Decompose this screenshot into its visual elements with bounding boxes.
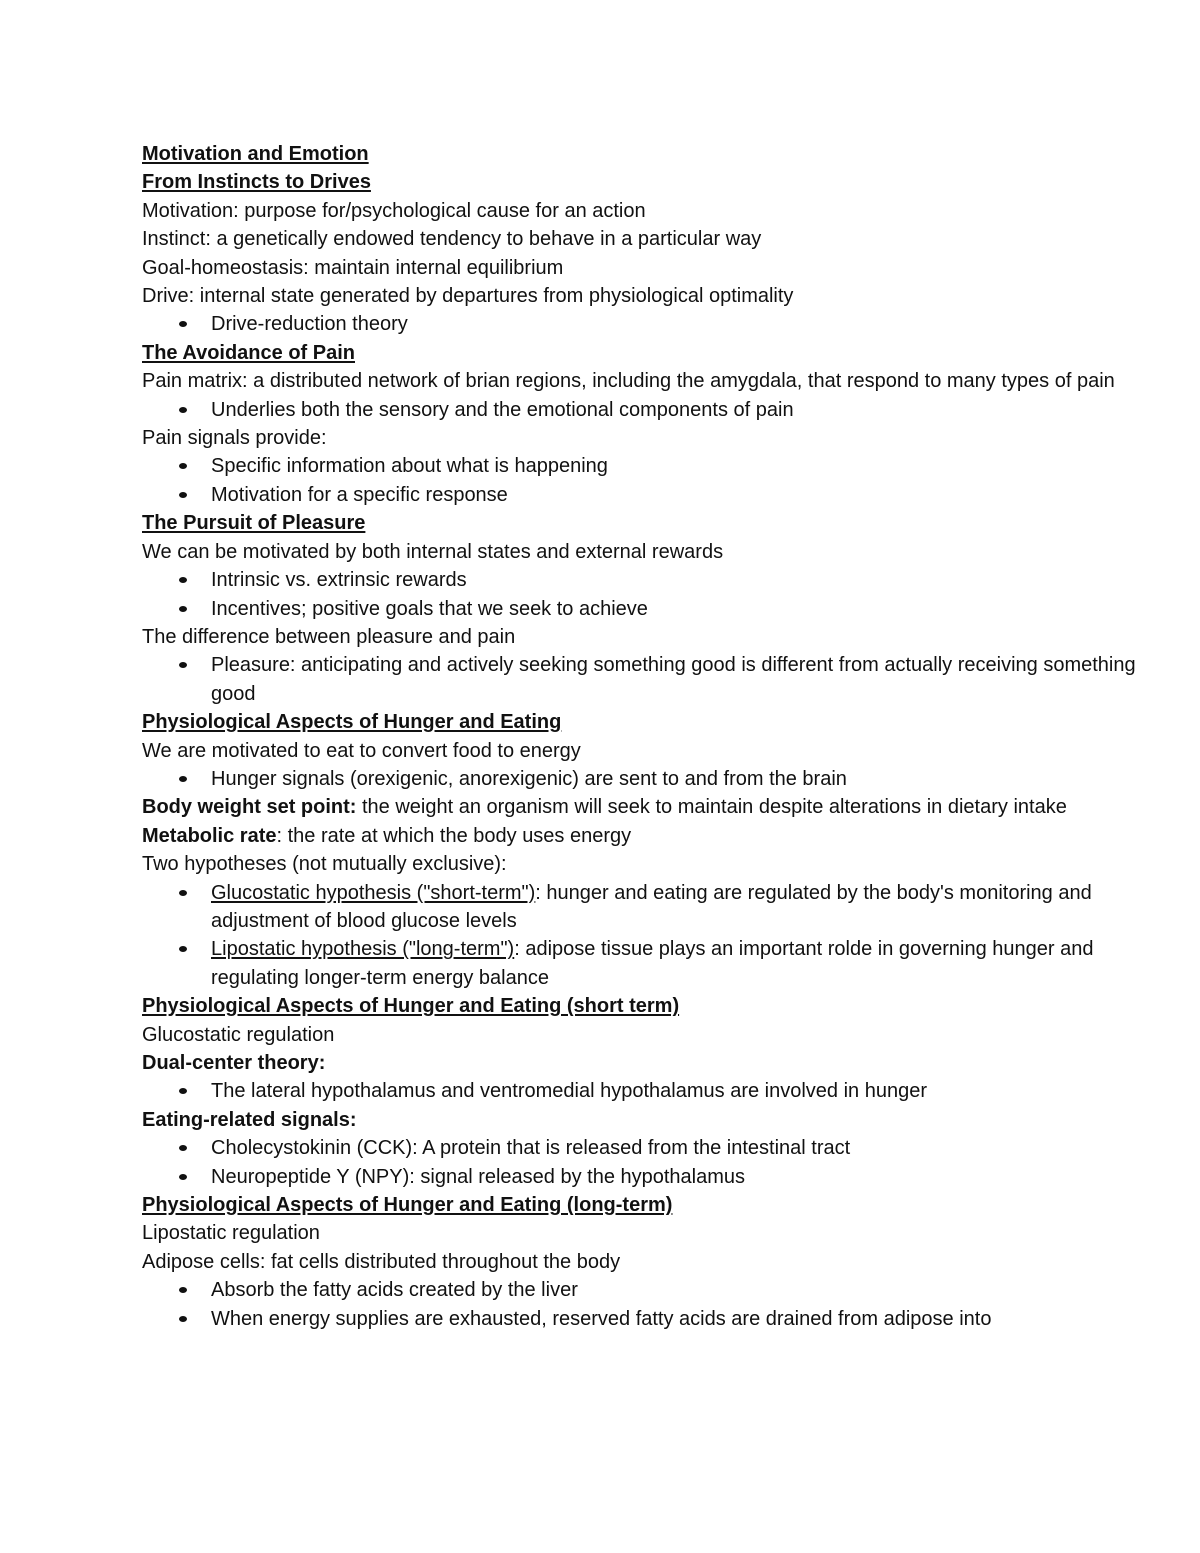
bullet-icon — [179, 1287, 187, 1293]
term-metabolic-rate: Metabolic rate — [142, 824, 277, 847]
list-item — [142, 765, 1142, 793]
bullet-icon — [179, 1316, 187, 1322]
paragraph-motivated-eat: We are motivated to eat to convert food to energy — [142, 739, 581, 762]
list-item — [142, 879, 1142, 936]
bullet-icon — [179, 492, 187, 498]
list-item — [142, 1276, 1142, 1304]
bullet-icon — [179, 662, 187, 668]
label-dual-center-theory: Dual-center theory: — [142, 1052, 326, 1074]
list-item-text: Drive-reduction theory — [211, 313, 408, 336]
list-item — [142, 651, 1142, 708]
section-heading-short-term: Physiological Aspects of Hunger and Eating (short term) — [142, 995, 680, 1018]
label-eating-signals: Eating-related signals: — [142, 1108, 357, 1131]
list-item — [142, 566, 1142, 594]
paragraph-set-point — [142, 793, 1142, 821]
list-item-text: When energy supplies are exhausted, reserved fatty acids are drained from adipose into — [211, 1307, 992, 1330]
list-item — [142, 1077, 1142, 1105]
paragraph-drive: Drive: internal state generated by departures from physiological optimality — [142, 285, 794, 308]
list-item — [142, 935, 1142, 992]
term-lipostatic: Lipostatic hypothesis ("long-term") — [211, 938, 515, 961]
list-item — [142, 1134, 1142, 1162]
list-item-text: Absorb the fatty acids created by the liver — [211, 1279, 578, 1302]
section-heading-instincts-drives: From Instincts to Drives — [142, 171, 371, 194]
section-heading-hunger-eating: Physiological Aspects of Hunger and Eating — [142, 711, 562, 734]
list-item-text: Incentives; positive goals that we seek to achieve — [211, 597, 648, 620]
paragraph-pain-matrix: Pain matrix: a distributed network of brian regions, including the amygdala, that respond to many types of pain — [142, 370, 1115, 393]
section-heading-avoidance-pain: The Avoidance of Pain — [142, 341, 355, 364]
definition-set-point: the weight an organism will seek to maintain despite alterations in dietary intake — [356, 796, 1067, 819]
bullet-icon — [179, 1088, 187, 1094]
paragraph-motivation: Motivation: purpose for/psychological cause for an action — [142, 199, 646, 222]
list-item-text: The lateral hypothalamus and ventromedial hypothalamus are involved in hunger — [211, 1080, 927, 1103]
list-item — [142, 1163, 1142, 1191]
bullet-icon — [179, 776, 187, 782]
bullet-icon — [179, 407, 187, 413]
bullet-icon — [179, 946, 187, 952]
paragraph-instinct: Instinct: a genetically endowed tendency to behave in a particular way — [142, 228, 762, 251]
document-page — [142, 140, 1142, 1333]
list-item — [142, 452, 1142, 480]
list-item — [142, 310, 1142, 338]
list-item — [142, 481, 1142, 509]
bullet-icon — [179, 463, 187, 469]
list-item — [142, 1305, 1142, 1333]
paragraph-difference: The difference between pleasure and pain — [142, 625, 516, 648]
list-item-text: Motivation for a specific response — [211, 483, 508, 506]
section-heading-pursuit-pleasure: The Pursuit of Pleasure — [142, 512, 366, 535]
list-item-text: Pleasure: anticipating and actively seeking something good is different from actually receiving something good — [211, 654, 1136, 705]
term-set-point: Body weight set point: — [142, 796, 357, 819]
list-item-text: Neuropeptide Y (NPY): signal released by the hypothalamus — [211, 1165, 746, 1188]
bullet-icon — [179, 1145, 187, 1151]
bullet-icon — [179, 1174, 187, 1180]
list-item — [142, 595, 1142, 623]
list-item-text: Cholecystokinin (CCK): A protein that is released from the intestinal tract — [211, 1137, 851, 1160]
definition-lipostatic: : adipose tissue plays an important rolde in governing hunger and regulating longer-term energy balance — [211, 938, 1094, 989]
list-item-text: Intrinsic vs. extrinsic rewards — [211, 569, 467, 592]
bullet-icon — [179, 606, 187, 612]
list-item-text — [211, 882, 1092, 932]
paragraph-goal-homeostasis: Goal-homeostasis: maintain internal equilibrium — [142, 256, 564, 279]
paragraph-motivated-by: We can be motivated by both internal states and external rewards — [142, 540, 724, 563]
list-item — [142, 396, 1142, 424]
term-glucostatic: Glucostatic hypothesis ("short-term") — [211, 881, 536, 904]
paragraph-lipostatic-regulation: Lipostatic regulation — [142, 1222, 320, 1245]
paragraph-pain-signals: Pain signals provide: — [142, 427, 327, 450]
bullet-icon — [179, 890, 187, 896]
list-item-text — [211, 938, 1093, 988]
bullet-icon — [179, 321, 187, 327]
paragraph-adipose-cells: Adipose cells: fat cells distributed throughout the body — [142, 1250, 621, 1273]
list-item-text: Underlies both the sensory and the emotional components of pain — [211, 398, 794, 421]
paragraph-glucostatic-regulation: Glucostatic regulation — [142, 1023, 335, 1046]
definition-glucostatic: : hunger and eating are regulated by the body's monitoring and adjustment of blood glucose levels — [211, 881, 1092, 932]
document-title: Motivation and Emotion — [142, 143, 369, 165]
definition-metabolic-rate: : the rate at which the body uses energy — [276, 824, 632, 847]
list-item-text: Specific information about what is happening — [211, 455, 608, 478]
paragraph-metabolic-rate — [142, 822, 1142, 850]
paragraph-two-hypotheses: Two hypotheses (not mutually exclusive): — [142, 853, 507, 876]
bullet-icon — [179, 577, 187, 583]
section-heading-long-term: Physiological Aspects of Hunger and Eating (long-term) — [142, 1194, 673, 1217]
list-item-text: Hunger signals (orexigenic, anorexigenic) are sent to and from the brain — [211, 767, 847, 790]
